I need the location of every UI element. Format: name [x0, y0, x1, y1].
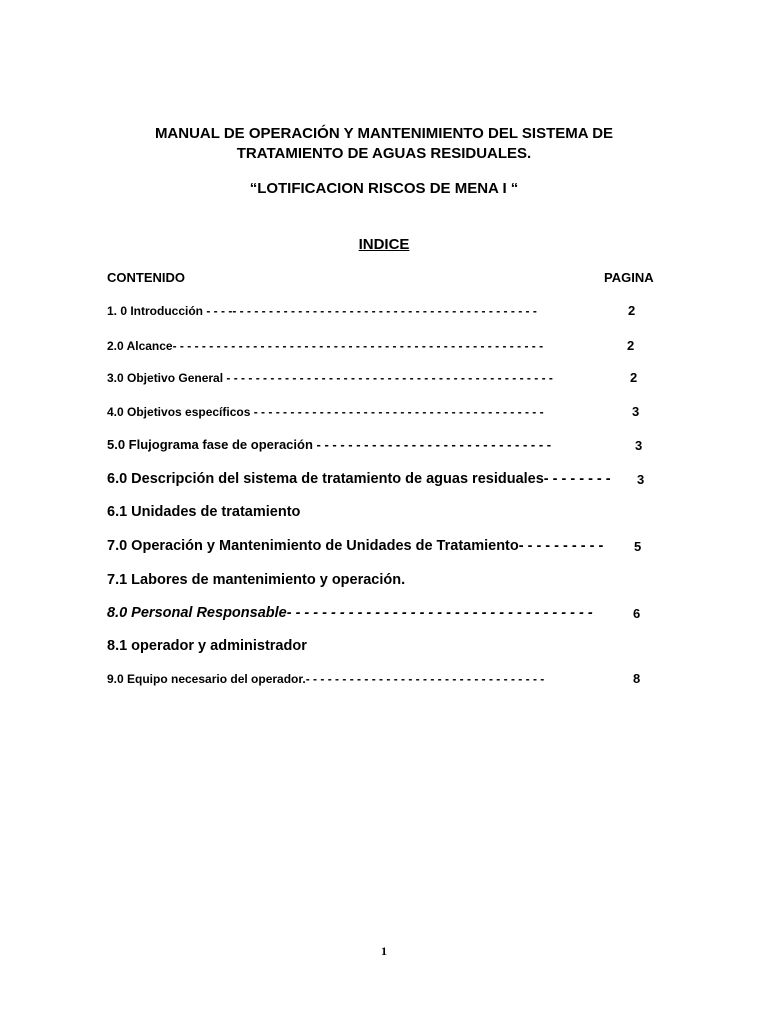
toc-entry-page: 2 — [628, 303, 636, 318]
toc-entry-text: 2.0 Alcance- - - - - - - - - - - - - - - - - - - - - - - - - - - - - - - - - - - - - - - - - - - - - - - - - - - — [107, 339, 544, 353]
toc-entry-page: 3 — [637, 472, 645, 487]
column-header-page: PAGINA — [604, 270, 654, 285]
toc-entry-text: 6.0 Descripción del sistema de tratamiento de aguas residuales- - - - - - - - — [107, 471, 611, 487]
toc-entry-text: 8.1 operador y administrador — [107, 638, 307, 654]
column-header-content: CONTENIDO — [107, 270, 185, 285]
document-subtitle: “LOTIFICACION RISCOS DE MENA I “ — [249, 180, 519, 197]
toc-entry-page: 3 — [632, 404, 640, 419]
toc-entry-text: 6.1 Unidades de tratamiento — [107, 504, 301, 520]
toc-entry-text: 8.0 Personal Responsable- - - - - - - - - - - - - - - - - - - - - - - - - - - - - - - - - - - — [107, 605, 593, 621]
index-heading: INDICE — [358, 236, 410, 253]
page-number: 1 — [381, 944, 387, 958]
toc-entry-page: 6 — [633, 606, 641, 621]
toc-entry-text: 9.0 Equipo necesario del operador.- - - - - - - - - - - - - - - - - - - - - - - - - - - - - - - - - — [107, 672, 545, 686]
toc-entry-page: 2 — [630, 370, 638, 385]
toc-entry-page: 8 — [633, 671, 641, 686]
document-title-line-1: MANUAL DE OPERACIÓN Y MANTENIMIENTO DEL SISTEMA DE — [154, 125, 614, 142]
toc-entry-page: 3 — [635, 438, 643, 453]
toc-entry-page: 2 — [627, 338, 635, 353]
toc-entry-text: 5.0 Flujograma fase de operación - - - - - - - - - - - - - - - - - - - - - - - - - - - - - - — [107, 437, 552, 452]
toc-entry-text: 4.0 Objetivos específicos - - - - - - - - - - - - - - - - - - - - - - - - - - - - - - - - - - - - - - - - — [107, 405, 544, 419]
toc-entry-text: 3.0 Objetivo General - - - - - - - - - - - - - - - - - - - - - - - - - - - - - - - - - - - - - - - - - - - - - — [107, 371, 553, 385]
document-title-line-2: TRATAMIENTO DE AGUAS RESIDUALES. — [236, 145, 532, 162]
toc-entry-text: 7.0 Operación y Mantenimiento de Unidades de Tratamiento- - - - - - - - - - — [107, 538, 604, 554]
toc-entry-text: 1. 0 Introducción - - - -- - - - - - - - - - - - - - - - - - - - - - - - - - - - - - - - - - - - - - - - - - — [107, 304, 537, 318]
toc-entry-page: 5 — [634, 539, 642, 554]
toc-entry-text: 7.1 Labores de mantenimiento y operación. — [107, 572, 406, 588]
